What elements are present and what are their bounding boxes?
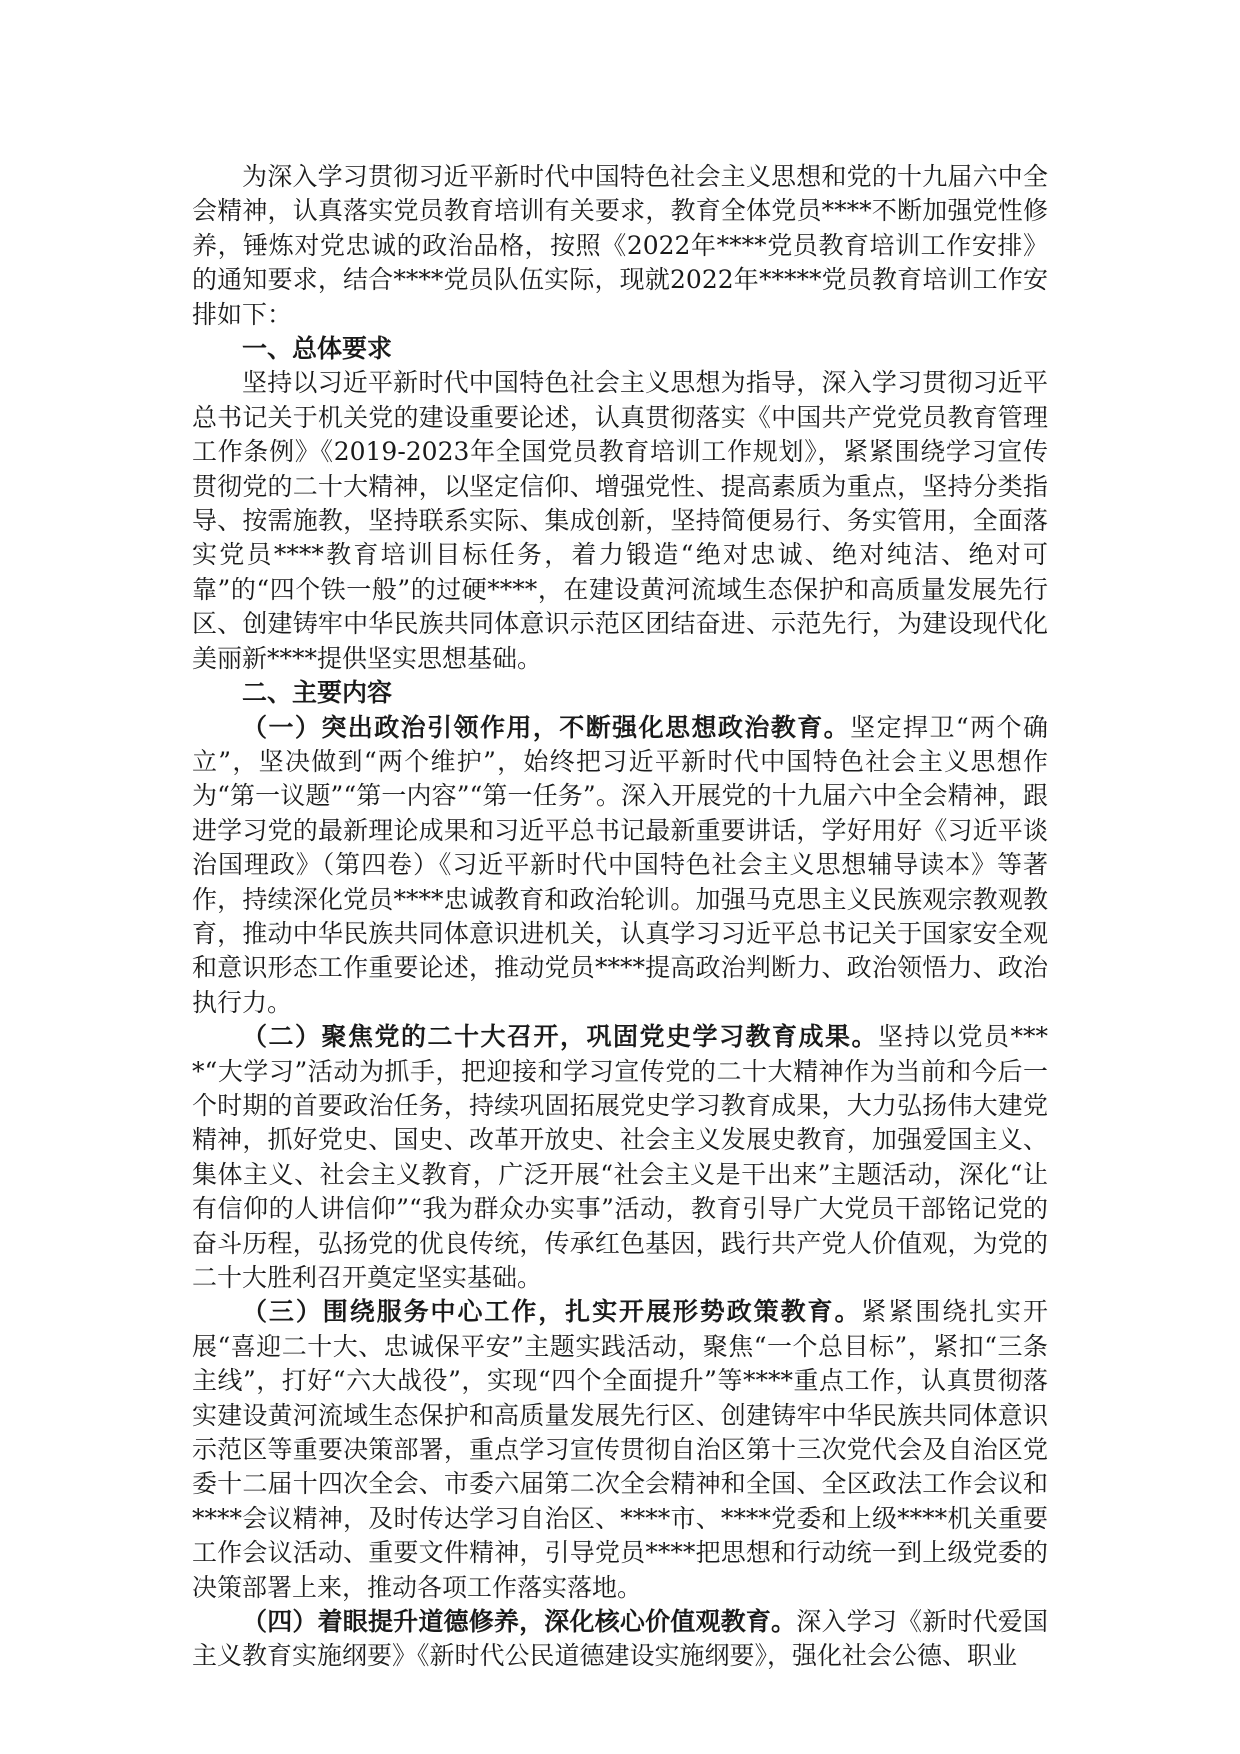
content-item-1-heading: （一）突出政治引领作用，不断强化思想政治教育。 (242, 712, 851, 742)
document-page (192, 160, 1048, 1674)
content-item-4-heading: （四）着眼提升道德修养，深化核心价值观教育。 (242, 1607, 797, 1637)
section-body-general-requirements: 坚持以习近平新时代中国特色社会主义思想为指导，深入学习贯彻习近平总书记关于机关党的建设重要论述，认真贯彻落实《中国共产党党员教育管理工作条例》《2019-2023年全国党员教育培训工作规划》，紧紧围绕学习宣传贯彻党的二十大精神，以坚定信仰、增强党性、提高素质为重点，坚持分类指导、按需施教，坚持联系实际、集成创新，坚持简便易行、务实管用，全面落实党员****教育培训目标任务，着力锻造“绝对忠诚、绝对纯洁、绝对可靠”的“四个铁一般”的过硬****，在建设黄河流域生态保护和高质量发展先行区、创建铸牢中华民族共同体意识示范区团结奋进、示范先行，为建设现代化美丽新****提供坚实思想基础。 (192, 368, 1048, 673)
content-item-2-heading: （二）聚焦党的二十大召开，巩固党史学习教育成果。 (242, 1022, 878, 1052)
content-item-4 (192, 1605, 1048, 1674)
content-item-3 (192, 1295, 1048, 1605)
content-item-2 (192, 1020, 1048, 1295)
intro-paragraph: 为深入学习贯彻习近平新时代中国特色社会主义思想和党的十九届六中全会精神，认真落实党员教育培训有关要求，教育全体党员****不断加强党性修养，锤炼对党忠诚的政治品格，按照《2022年****党员教育培训工作安排》的通知要求，结合****党员队伍实际，现就2022年*****党员教育培训工作安排如下： (192, 162, 1048, 329)
content-item-3-body: 紧紧围绕扎实开展“喜迎二十大、忠诚保平安”主题实践活动，聚焦“一个总目标”，紧扣“三条主线”，打好“六大战役”，实现“四个全面提升”等****重点工作，认真贯彻落实建设黄河流域生态保护和高质量发展先行区、创建铸牢中华民族共同体意识示范区等重要决策部署，重点学习宣传贯彻自治区第十三次党代会及自治区党委十二届十四次全会、市委六届第二次全会精神和全国、全区政法工作会议和****会议精神，及时传达学习自治区、****市、****党委和上级****机关重要工作会议活动、重要文件精神，引导党员****把思想和行动统一到上级党委的决策部署上来，推动各项工作落实落地。 (192, 1297, 1048, 1602)
content-item-3-heading: （三）围绕服务中心工作，扎实开展形势政策教育。 (242, 1297, 862, 1327)
section-heading-general-requirements: 一、总体要求 (242, 334, 393, 364)
section-heading-main-content: 二、主要内容 (242, 678, 393, 708)
content-item-2-body: 坚持以党员****“大学习”活动为抓手，把迎接和学习宣传党的二十大精神作为当前和今后一个时期的首要政治任务，持续巩固拓展党史学习教育成果，大力弘扬伟大建党精神，抓好党史、国史、改革开放史、社会主义发展史教育，加强爱国主义、集体主义、社会主义教育，广泛开展“社会主义是干出来”主题活动，深化“让有信仰的人讲信仰”“我为群众办实事”活动，教育引导广大党员干部铭记党的奋斗历程，弘扬党的优良传统，传承红色基因，践行共产党人价值观，为党的二十大胜利召开奠定坚实基础。 (192, 1022, 1048, 1292)
content-item-1-body: 坚定捍卫“两个确立”，坚决做到“两个维护”，始终把习近平新时代中国特色社会主义思想作为“第一议题”“第一内容”“第一任务”。深入开展党的十九届六中全会精神，跟进学习党的最新理论成果和习近平总书记最新重要讲话，学好用好《习近平谈治国理政》（第四卷）《习近平新时代中国特色社会主义思想辅导读本》等著作，持续深化党员****忠诚教育和政治轮训。加强马克思主义民族观宗教观教育，推动中华民族共同体意识进机关，认真学习习近平总书记关于国家安全观和意识形态工作重要论述，推动党员****提高政治判断力、政治领悟力、政治执行力。 (192, 712, 1048, 1017)
content-item-1 (192, 711, 1048, 1021)
content-item-4-body: 深入学习《新时代爱国主义教育实施纲要》《新时代公民道德建设实施纲要》，强化社会公德、职业 (192, 1607, 1048, 1671)
